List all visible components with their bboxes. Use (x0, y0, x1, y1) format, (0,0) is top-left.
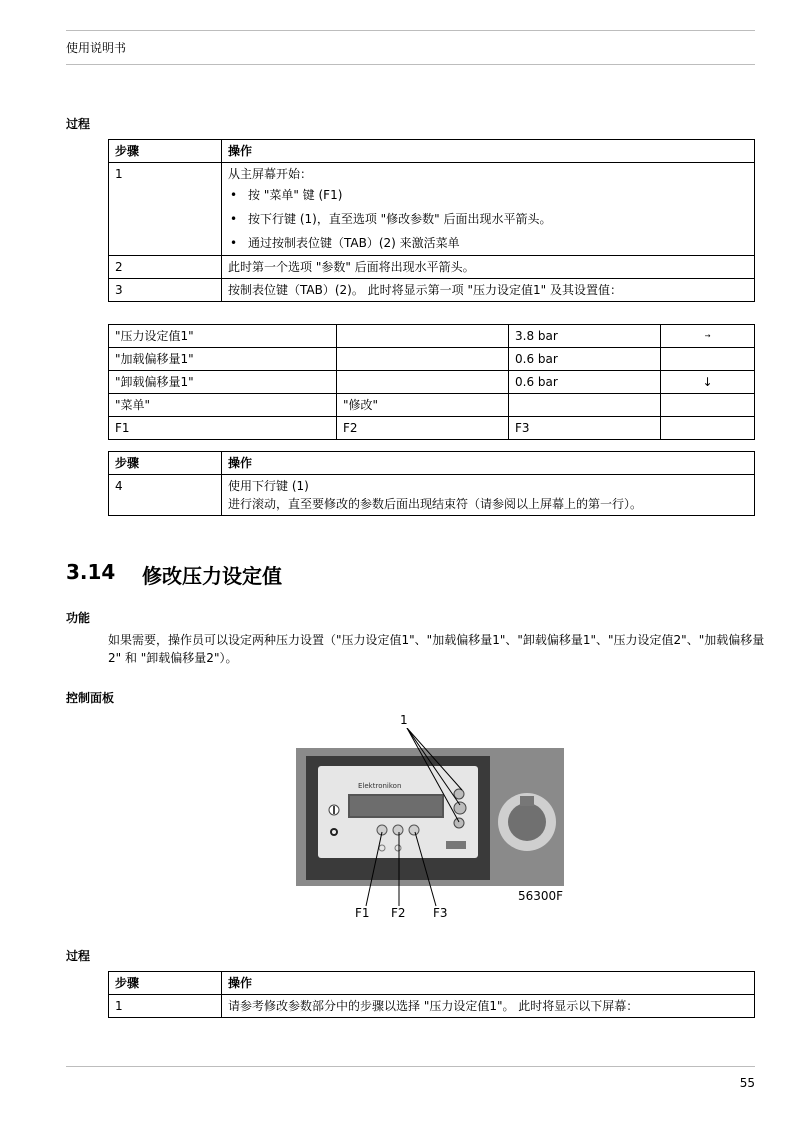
display-cell: → (661, 325, 755, 348)
table-header-row (109, 452, 755, 475)
step-number: 3 (109, 279, 222, 302)
callout-label-1: 1 (400, 713, 408, 727)
function-text: 如果需要，操作员可以设定两种压力设置（"压力设定值1"、"加载偏移量1"、"卸载偏移量1"、"压力设定值2"、"加载偏移量2" 和 "卸载偏移量2"）。 (108, 633, 765, 665)
display-row (109, 371, 755, 394)
bullet-item: • 通过按制表位键（TAB）(2) 来激活菜单 (248, 235, 748, 251)
display-cell (337, 325, 509, 348)
display-cell: "菜单" (109, 394, 337, 417)
table-header-row (109, 972, 755, 995)
bullet-item: • 按 "菜单" 键 (F1) (248, 187, 748, 203)
step-action: 按制表位键（TAB）(2)。 此时将显示第一项 "压力设定值1" 及其设置值： (222, 279, 755, 302)
display-cell: 0.6 bar (509, 348, 661, 371)
display-cell (337, 371, 509, 394)
f1-label: F1 (355, 906, 370, 920)
figure-code: 56300F (518, 889, 564, 903)
col-action-header: 操作 (222, 140, 755, 163)
step-action-text: 从主屏幕开始： (228, 167, 313, 181)
display-cell: F1 (109, 417, 337, 440)
display-cell: 0.6 bar (509, 371, 661, 394)
panel-brand: Elektronikon (358, 782, 402, 790)
step-action: 此时第一个选项 "参数" 后面将出现水平箭头。 (222, 256, 755, 279)
step-number: 1 (109, 163, 222, 256)
table-row (109, 475, 755, 516)
callout-lines (350, 728, 480, 908)
display-cell: ↓ (661, 371, 755, 394)
display-cell: "修改" (337, 394, 509, 417)
step-number: 4 (109, 475, 222, 516)
table-row (109, 995, 755, 1018)
document-title: 使用说明书 (66, 41, 127, 55)
display-cell: F3 (509, 417, 661, 440)
step-number: 2 (109, 256, 222, 279)
display-cell (337, 348, 509, 371)
display-cell: "卸载偏移量1" (109, 371, 337, 394)
f3-label: F3 (433, 906, 448, 920)
display-cell (661, 394, 755, 417)
display-row (109, 394, 755, 417)
steps-table-1 (108, 139, 755, 302)
display-screen-table (108, 324, 755, 440)
section-number: 3.14 (66, 560, 116, 584)
col-step-header: 步骤 (109, 140, 222, 163)
display-cell (661, 348, 755, 371)
display-row (109, 325, 755, 348)
procedure-heading: 过程 (66, 117, 91, 131)
steps-table-2 (108, 451, 755, 516)
steps-table-3 (108, 971, 755, 1018)
table-row (109, 279, 755, 302)
step-action: 请参考修改参数部分中的步骤以选择 "压力设定值1"。 此时将显示以下屏幕： (222, 995, 755, 1018)
step-number: 1 (109, 995, 222, 1018)
header-bottom-rule (66, 64, 755, 65)
display-cell (661, 417, 755, 440)
step-action-line: 进行滚动，直至要修改的参数后面出现结束符（请参阅以上屏幕上的第一行）。 (228, 497, 643, 511)
col-action-header: 操作 (222, 452, 755, 475)
table-row (109, 163, 755, 256)
display-cell (509, 394, 661, 417)
col-action-header: 操作 (222, 972, 755, 995)
header-top-rule (66, 30, 755, 31)
step-action (222, 475, 755, 516)
display-row (109, 348, 755, 371)
f2-label: F2 (391, 906, 406, 920)
table-row (109, 256, 755, 279)
bullet-list (228, 187, 748, 251)
page-number: 55 (739, 1076, 755, 1090)
display-row (109, 417, 755, 440)
col-step-header: 步骤 (109, 452, 222, 475)
footer-rule (66, 1066, 755, 1067)
display-cell: "压力设定值1" (109, 325, 337, 348)
section-title: 修改压力设定值 (142, 564, 282, 588)
table-header-row (109, 140, 755, 163)
procedure-heading-2: 过程 (66, 949, 91, 963)
display-cell: 3.8 bar (509, 325, 661, 348)
function-heading: 功能 (66, 611, 91, 625)
control-panel-heading: 控制面板 (66, 691, 115, 705)
step-action-line: 使用下行键 (1) (228, 479, 309, 493)
display-cell: "加载偏移量1" (109, 348, 337, 371)
col-step-header: 步骤 (109, 972, 222, 995)
display-cell: F2 (337, 417, 509, 440)
step-action (222, 163, 755, 256)
bullet-item: • 按下行键 (1)，直至选项 "修改参数" 后面出现水平箭头。 (248, 211, 748, 227)
